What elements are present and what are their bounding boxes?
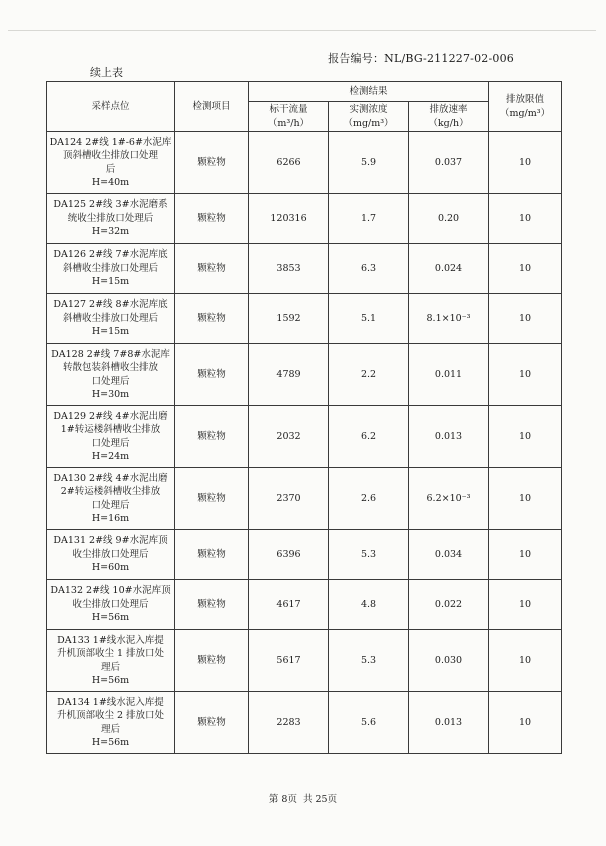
emission-rate-cell: 0.013 [409, 406, 489, 468]
sampling-point-line: 口处理后 [91, 375, 130, 387]
flow-rate-cell: 2370 [249, 468, 329, 530]
table-row [47, 630, 562, 692]
header-limit-unit: （mg/m³） [499, 107, 551, 119]
emission-rate-cell: 0.013 [409, 692, 489, 754]
sampling-point-line: DA132 2#线 10#水泥库顶 [50, 585, 171, 597]
sampling-point-cell [47, 692, 175, 754]
limit-cell: 10 [489, 132, 562, 194]
sampling-point-line: 转散包装斜槽收尘排放 [62, 362, 158, 373]
flow-rate-cell: 6266 [249, 132, 329, 194]
sampling-point-line: 顶斜槽收尘排放口处理 [62, 150, 158, 161]
page-footer [0, 791, 606, 805]
flow-rate-cell: 6396 [249, 530, 329, 580]
limit-cell: 10 [489, 468, 562, 530]
sampling-point-line: 收尘排放口处理后 [72, 548, 149, 560]
emission-rate-cell: 8.1×10⁻³ [409, 294, 489, 344]
table-row [47, 580, 562, 630]
sampling-point-line: DA134 1#线水泥入库提 [57, 696, 164, 708]
continued-label: 续上表 [90, 66, 123, 79]
limit-cell: 10 [489, 406, 562, 468]
concentration-cell: 5.9 [329, 132, 409, 194]
header-concentration [329, 102, 409, 132]
header-limit [489, 82, 562, 132]
test-item-cell: 颗粒物 [175, 468, 249, 530]
sampling-point-line: H=16m [91, 513, 130, 524]
sampling-point-line: 2#转运楼斜槽收尘排放 [60, 486, 161, 497]
sampling-point-line: 统收尘排放口处理后 [67, 212, 154, 224]
table-row [47, 194, 562, 244]
test-item-cell: 颗粒物 [175, 580, 249, 630]
sampling-point-cell [47, 530, 175, 580]
flow-rate-cell: 2283 [249, 692, 329, 754]
sampling-point-line: H=15m [91, 326, 130, 338]
test-item-cell: 颗粒物 [175, 194, 249, 244]
table-row [47, 468, 562, 530]
sampling-point-line: 理后 [100, 723, 120, 735]
flow-rate-cell: 2032 [249, 406, 329, 468]
test-item-cell: 颗粒物 [175, 630, 249, 692]
sampling-point-line: 升机顶部收尘 1 排放口处 [56, 648, 165, 659]
sampling-point-line: H=30m [91, 389, 130, 400]
limit-cell: 10 [489, 344, 562, 406]
sampling-point-line: H=60m [91, 562, 130, 574]
header-flow-rate [249, 102, 329, 132]
concentration-cell: 5.6 [329, 692, 409, 754]
page-total: 共 25页 [302, 794, 338, 805]
test-item-cell: 颗粒物 [175, 344, 249, 406]
emission-rate-cell: 6.2×10⁻³ [409, 468, 489, 530]
limit-cell: 10 [489, 530, 562, 580]
limit-cell: 10 [489, 244, 562, 294]
test-item-cell: 颗粒物 [175, 692, 249, 754]
sampling-point-line: 1#转运楼斜槽收尘排放 [60, 424, 161, 435]
sampling-point-cell [47, 468, 175, 530]
sampling-point-cell [47, 194, 175, 244]
sampling-point-cell [47, 580, 175, 630]
table-body [47, 132, 562, 754]
concentration-cell: 6.2 [329, 406, 409, 468]
flow-rate-cell: 120316 [249, 194, 329, 244]
sampling-point-line: 收尘排放口处理后 [72, 598, 149, 610]
header-flow-rate-unit: （m³/h） [267, 117, 310, 129]
sampling-point-line: H=24m [91, 451, 130, 462]
test-item-cell: 颗粒物 [175, 530, 249, 580]
header-test-item: 检测项目 [175, 82, 249, 132]
concentration-cell: 2.2 [329, 344, 409, 406]
page-number: 第 8页 [268, 794, 297, 805]
concentration-cell: 4.8 [329, 580, 409, 630]
limit-cell: 10 [489, 630, 562, 692]
flow-rate-cell: 4789 [249, 344, 329, 406]
emission-rate-cell: 0.030 [409, 630, 489, 692]
limit-cell: 10 [489, 294, 562, 344]
sampling-point-line: 口处理后 [91, 437, 130, 449]
flow-rate-cell: 3853 [249, 244, 329, 294]
sampling-point-line: 斜槽收尘排放口处理后 [62, 312, 158, 324]
sampling-point-line: H=15m [91, 276, 130, 288]
table-row [47, 692, 562, 754]
emission-rate-cell: 0.024 [409, 244, 489, 294]
limit-cell: 10 [489, 194, 562, 244]
sampling-point-line: DA127 2#线 8#水泥库底 [53, 299, 168, 311]
results-table [46, 81, 562, 754]
concentration-cell: 6.3 [329, 244, 409, 294]
test-item-cell: 颗粒物 [175, 244, 249, 294]
header-sampling-point: 采样点位 [47, 82, 175, 132]
sampling-point-cell [47, 630, 175, 692]
sampling-point-cell [47, 344, 175, 406]
sampling-point-line: 升机顶部收尘 2 排放口处 [56, 710, 165, 721]
header-flow-rate-label: 标干流量 [269, 104, 308, 115]
sampling-point-line: DA133 1#线水泥入库提 [57, 634, 164, 646]
sampling-point-cell [47, 244, 175, 294]
test-item-cell: 颗粒物 [175, 132, 249, 194]
sampling-point-line: DA125 2#线 3#水泥磨系 [53, 199, 168, 211]
sampling-point-line: DA130 2#线 4#水泥出磨 [53, 472, 168, 484]
header-limit-label: 排放限值 [506, 94, 545, 105]
emission-rate-cell: 0.034 [409, 530, 489, 580]
sampling-point-line: DA128 2#线 7#8#水泥库 [51, 348, 170, 360]
sampling-point-line: H=40m [91, 177, 130, 188]
sampling-point-line: 后 [105, 163, 116, 175]
top-rule [8, 30, 596, 31]
emission-rate-cell: 0.011 [409, 344, 489, 406]
sampling-point-line: 理后 [100, 661, 120, 673]
header-emission-rate-unit: （kg/h） [428, 117, 469, 129]
report-number: 报告编号：NL/BG-211227-02-006 [328, 52, 514, 65]
flow-rate-cell: 5617 [249, 630, 329, 692]
concentration-cell: 5.3 [329, 630, 409, 692]
sampling-point-line: DA129 2#线 4#水泥出磨 [53, 410, 168, 422]
table-row [47, 294, 562, 344]
sampling-point-line: 斜槽收尘排放口处理后 [62, 262, 158, 274]
test-item-cell: 颗粒物 [175, 406, 249, 468]
sampling-point-line: H=56m [91, 612, 130, 624]
table-row [47, 530, 562, 580]
header-results-group: 检测结果 [249, 82, 489, 102]
sampling-point-line: DA126 2#线 7#水泥库底 [53, 249, 168, 261]
sampling-point-line: H=56m [91, 737, 130, 748]
table-row [47, 132, 562, 194]
sampling-point-cell [47, 132, 175, 194]
test-item-cell: 颗粒物 [175, 294, 249, 344]
header-emission-rate [409, 102, 489, 132]
flow-rate-cell: 1592 [249, 294, 329, 344]
emission-rate-cell: 0.037 [409, 132, 489, 194]
concentration-cell: 5.3 [329, 530, 409, 580]
concentration-cell: 1.7 [329, 194, 409, 244]
flow-rate-cell: 4617 [249, 580, 329, 630]
table-row [47, 244, 562, 294]
emission-rate-cell: 0.20 [409, 194, 489, 244]
sampling-point-line: DA131 2#线 9#水泥库顶 [53, 535, 168, 547]
sampling-point-line: DA124 2#线 1#-6#水泥库 [49, 136, 172, 148]
header-concentration-label: 实测浓度 [349, 104, 388, 115]
header-emission-rate-label: 排放速率 [429, 104, 468, 115]
header-concentration-unit: （mg/m³） [343, 117, 394, 129]
table-row [47, 406, 562, 468]
sampling-point-line: H=56m [91, 675, 130, 686]
table-row [47, 344, 562, 406]
sampling-point-line: H=32m [91, 226, 130, 238]
concentration-cell: 5.1 [329, 294, 409, 344]
emission-rate-cell: 0.022 [409, 580, 489, 630]
limit-cell: 10 [489, 580, 562, 630]
limit-cell: 10 [489, 692, 562, 754]
sampling-point-line: 口处理后 [91, 499, 130, 511]
concentration-cell: 2.6 [329, 468, 409, 530]
sampling-point-cell [47, 406, 175, 468]
sampling-point-cell [47, 294, 175, 344]
